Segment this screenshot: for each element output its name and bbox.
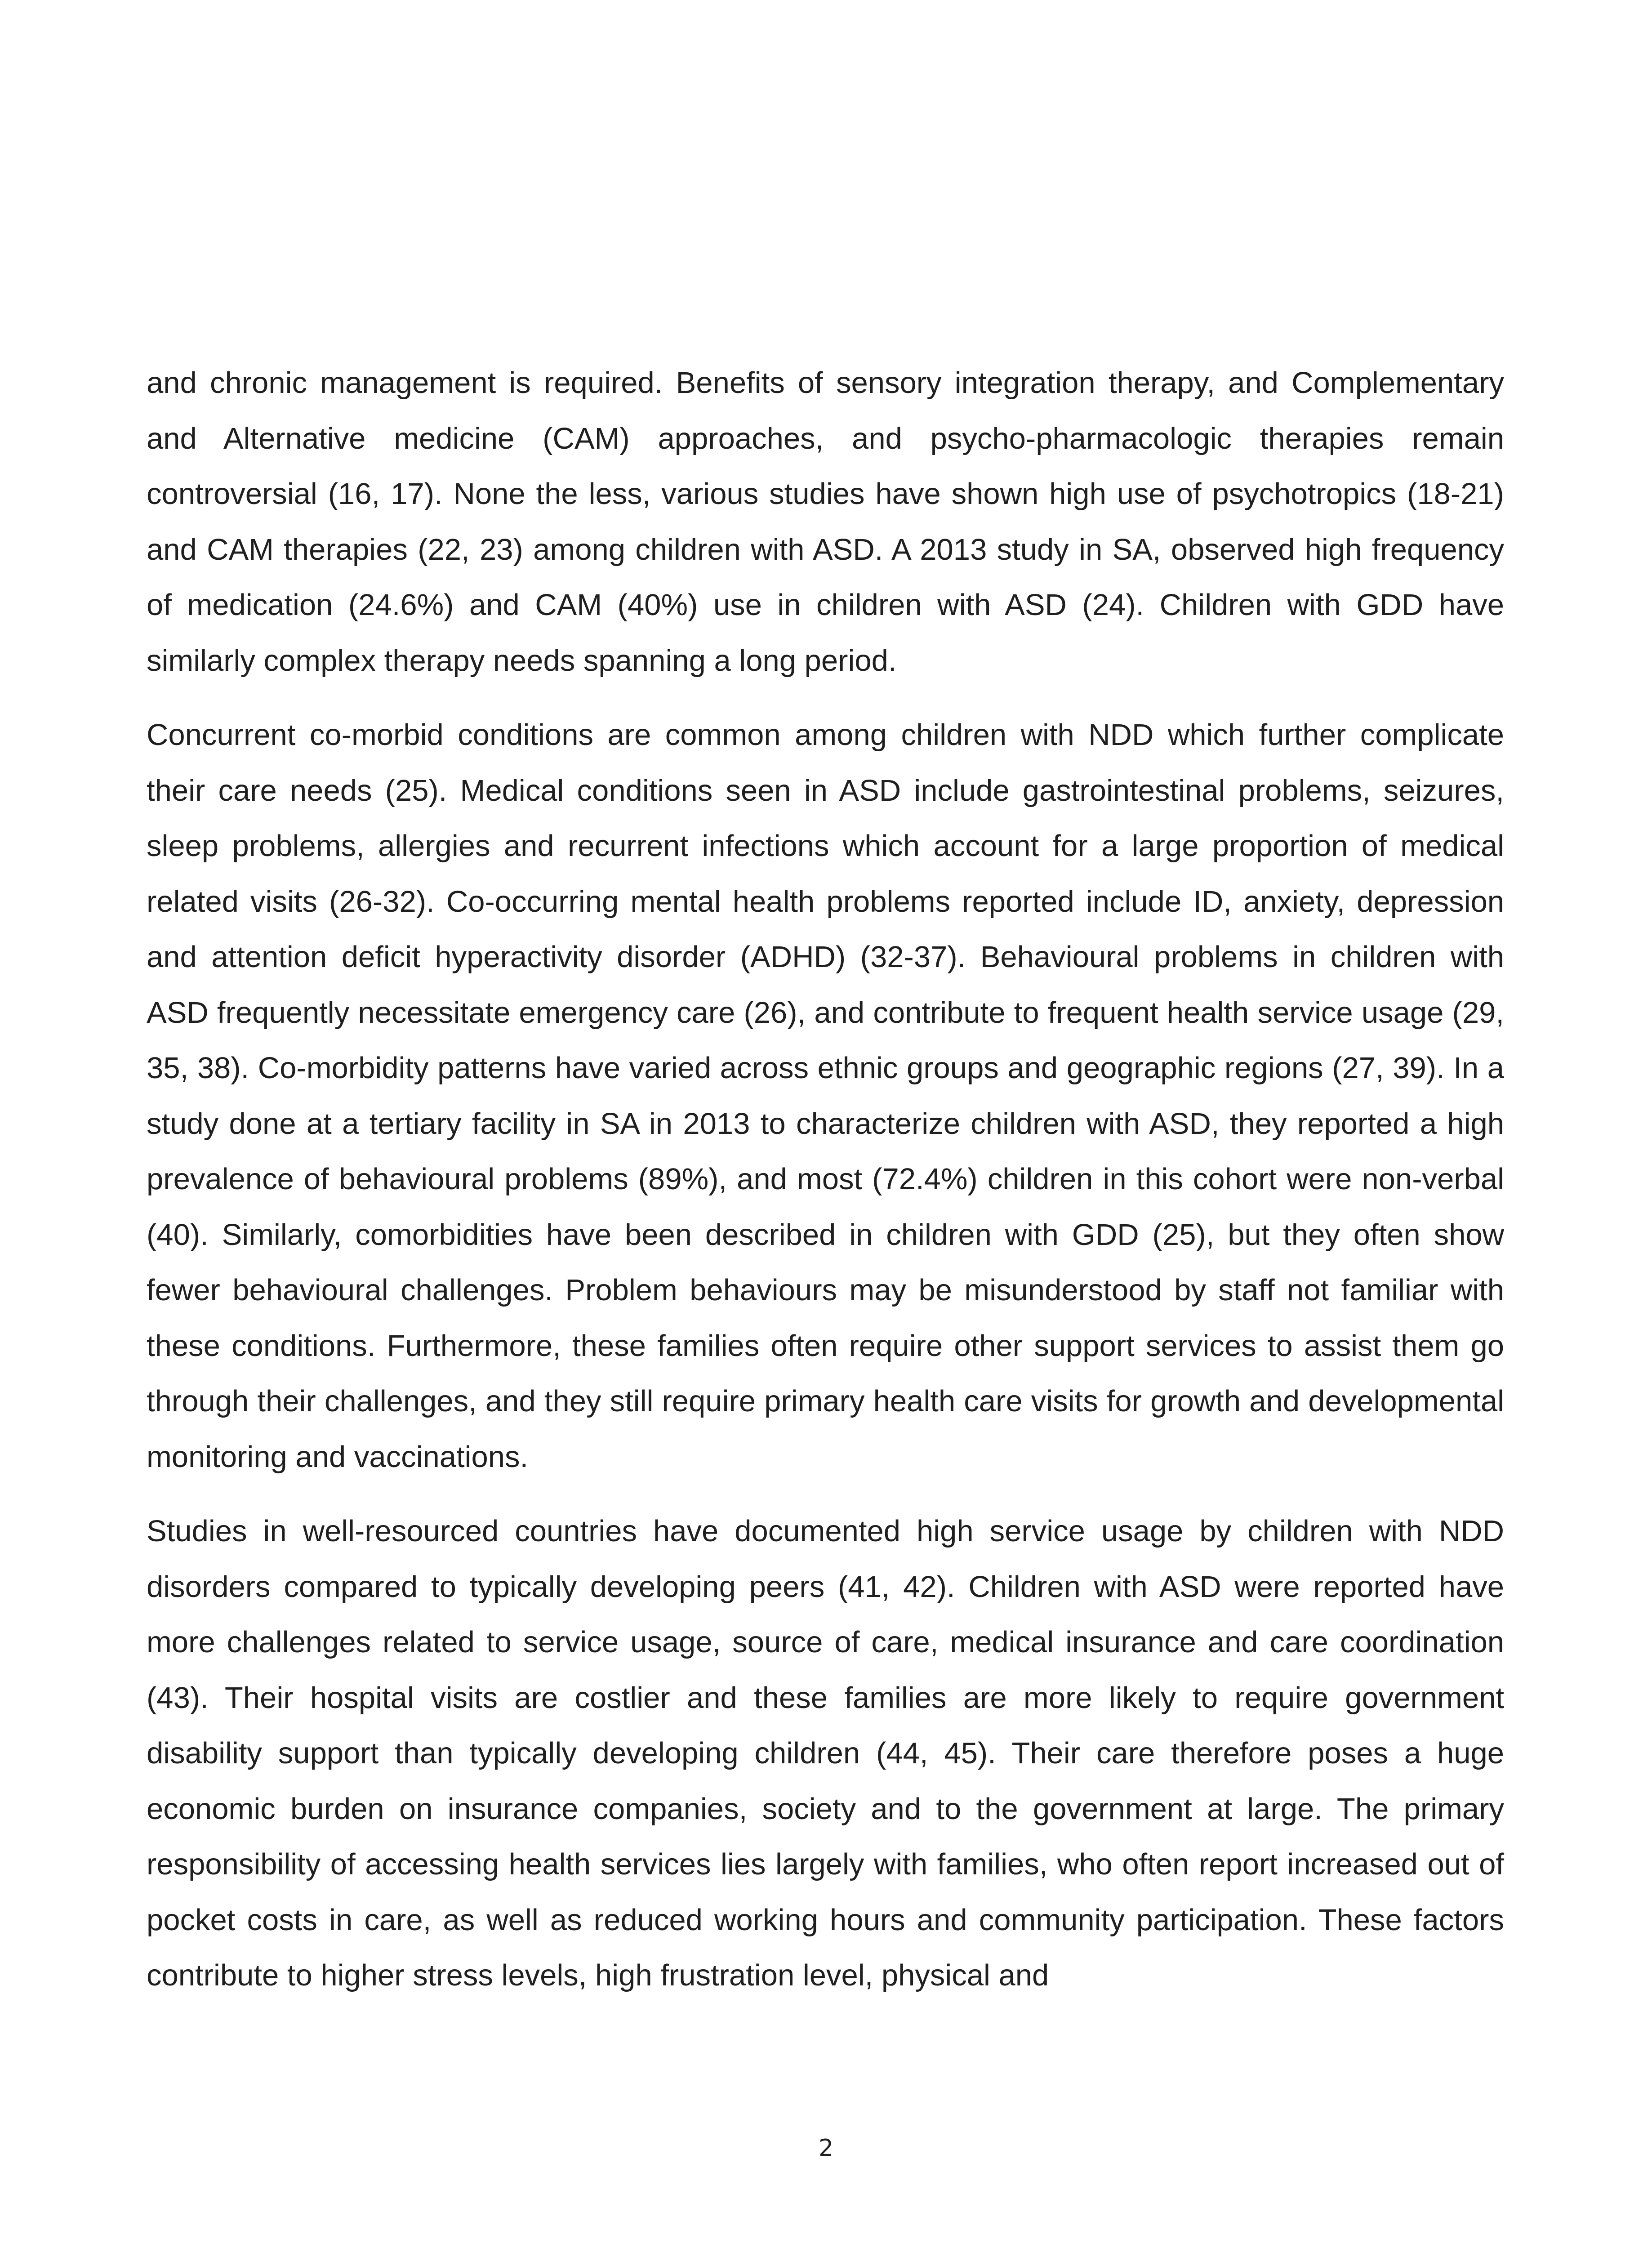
page-number: 2 — [818, 2135, 834, 2162]
body-text — [147, 355, 1504, 2022]
paragraph-service-usage: Studies in well-resourced countries have documented high service usage by children with NDD disorders compared to typically developing peers (41, 42). Children with ASD were reported have more challenges related to service usage, source of care, medical insurance and care coordination (43). Their hospital visits are costlier and these families are more likely to require government disability support than typically developing children (44, 45). Their care therefore poses a huge economic burden on insurance companies, society and to the government at large. The primary responsibility of accessing health services lies largely with families, who often report increased out of pocket costs in care, as well as reduced working hours and community participation. These factors contribute to higher stress levels, high frustration level, physical and — [147, 1514, 1504, 1992]
paragraph-comorbid-conditions: Concurrent co-morbid conditions are common among children with NDD which further complicate their care needs (25). Medical conditions seen in ASD include gastrointestinal problems, seizures, sleep problems, allergies and recurrent infections which account for a large proportion of medical related visits (26-32). Co-occurring mental health problems reported include ID, anxiety, depression and attention deficit hyperactivity disorder (ADHD) (32-37). Behavioural problems in children with ASD frequently necessitate emergency care (26), and contribute to frequent health service usage (29, 35, 38). Co-morbidity patterns have varied across ethnic groups and geographic regions (27, 39). In a study done at a tertiary facility in SA in 2013 to characterize children with ASD, they reported a high prevalence of behavioural problems (89%), and most (72.4%) children in this cohort were non-verbal (40). Similarly, comorbidities have been described in children with GDD (25), but they often show fewer behavioural challenges. Problem behaviours may be misunderstood by staff not familiar with these conditions. Furthermore, these families often require other support services to assist them go through their challenges, and they still require primary health care visits for growth and developmental monitoring and vaccinations. — [147, 718, 1504, 1474]
paragraph-therapy-needs: and chronic management is required. Benefits of sensory integration therapy, and Complementary and Alternative medicine (CAM) approaches, and psycho-pharmacologic therapies remain controversial (16, 17). None the less, various studies have shown high use of psychotropics (18-21) and CAM therapies (22, 23) among children with ASD. A 2013 study in SA, observed high frequency of medication (24.6%) and CAM (40%) use in children with ASD (24). Children with GDD have similarly complex therapy needs spanning a long period. — [147, 366, 1504, 678]
